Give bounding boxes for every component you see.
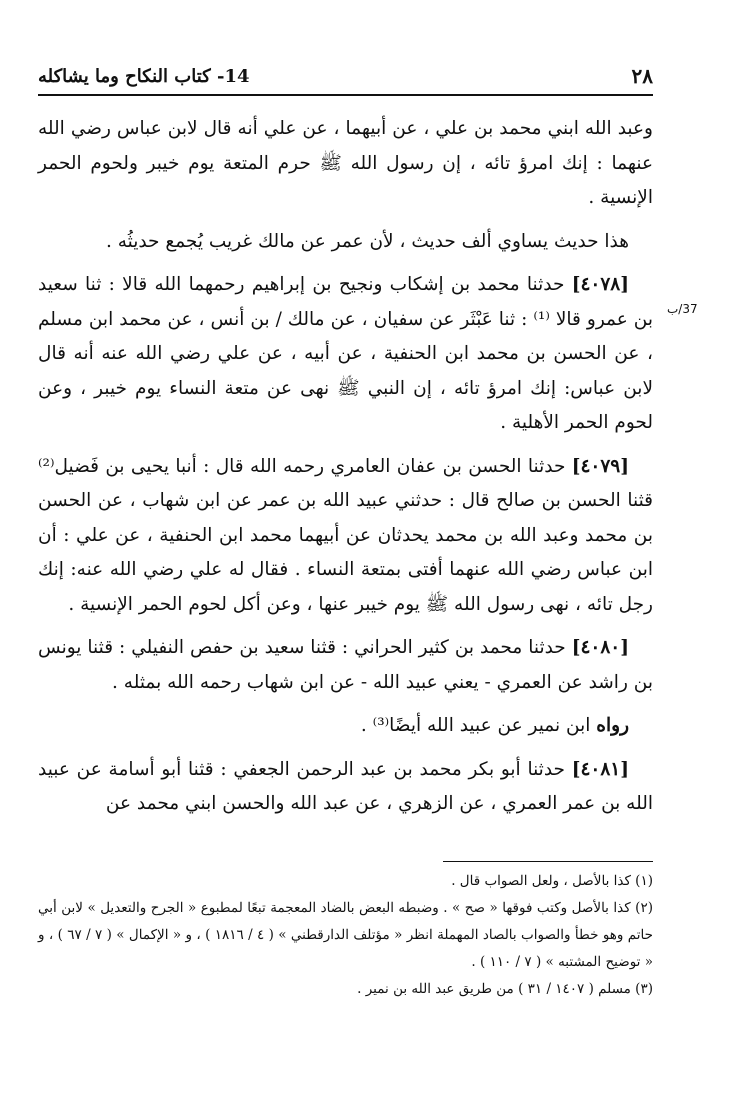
footnote-1: (١) كذا بالأصل ، ولعل الصواب قال .: [451, 873, 653, 889]
paragraph-text: حدثنا الحسن بن عفان العامري رحمه الله قال : أنبا يحيى بن فَضيل⁽²⁾ قثنا الحسن بن صالح قال : حدثني عبيد الله بن عمر عن ابن شهاب ، عن الحسن بن محمد وعبد الله بن محمد يحدثان عن أبيهما محمد ابن الحنفية ، عن علي : أن ابن عباس رضي الله عنهما أفتى بمتعة النساء . فقال له علي رضي الله عنه: إنك رجل تائه ، نهى رسول الله ﷺ يوم خيبر عنها ، وعن أكل لحوم الحمر الإنسية .: [38, 455, 653, 615]
paragraph-text: ابن نمير عن عبيد الله أيضًا⁽³⁾ .: [360, 715, 597, 736]
paragraph-1: [38, 112, 653, 216]
paragraph-2: [38, 225, 653, 260]
page-number: ٢٨: [631, 64, 653, 88]
riwaya-note: [38, 709, 653, 744]
footnote-2: (٢) كذا بالأصل وكتب فوقها « صح » . وضبطه البعض بالضاد المعجمة تبعًا لمطبوع « الجرح والتعديل » لابن أبي حاتم وهو خطأ والصواب بالصاد المهملة انظر « مؤتلف الدارقطني » ( ٤ / ١٨١٦ ) ، و « الإكمال » ( ٧ / ٦٧ ) ، و « توضيح المشتبه » ( ٧ / ١١٠ ) .: [38, 900, 653, 970]
paragraph-text: حدثنا أبو بكر محمد بن عبد الرحمن الجعفي : قثنا أبو أسامة عن عبيد الله بن عمر العمري ، عن الزهري ، عن عبد الله والحسن ابني محمد عن: [38, 758, 653, 814]
footnote-3: (٣) مسلم ( ١٤٠٧ / ٣١ ) من طريق عبد الله بن نمير .: [357, 981, 653, 997]
hadith-number: [٤٠٧٨]: [571, 274, 629, 295]
paragraph-text: هذا حديث يساوي ألف حديث ، لأن عمر عن مالك غريب يُجمع حديثُه .: [105, 230, 629, 252]
hadith-4080: [38, 631, 653, 700]
paragraph-text: وعبد الله ابني محمد بن علي ، عن أبيهما ، عن علي أنه قال لابن عباس رضي الله عنهما : إنك امرؤ تائه ، إن رسول الله ﷺ حرم المتعة يوم خيبر ولحوم الحمر الإنسية .: [38, 118, 653, 208]
hadith-number: [٤٠٧٩]: [571, 455, 629, 477]
hadith-number: [٤٠٨٠]: [571, 637, 629, 658]
hadith-4079: [38, 450, 653, 623]
paragraph-text: حدثنا محمد بن إشكاب ونجيح بن إبراهيم رحمهما الله قالا : ثنا سعيد بن عمرو قالا ⁽¹⁾ : ثنا عَبْثَر عن سفيان ، عن مالك / بن أنس ، عن محمد ابن مسلم ، عن الحسن بن محمد ابن الحنفية ، عن أبيه ، عن علي رضي الله عنه أنه قال لابن عباس: إنك امرؤ تائه ، إن النبي ﷺ نهى عن متعة النساء يوم خيبر ، وعن لحوم الحمر الأهلية .: [38, 274, 653, 433]
hadith-4078: [38, 268, 653, 441]
hadith-number: [٤٠٨١]: [571, 758, 629, 780]
riwaya-lead-word: رواه: [596, 715, 629, 736]
margin-folio-note: 37/ب: [667, 302, 698, 316]
hadith-4081: [38, 753, 653, 822]
body-text: [38, 112, 653, 831]
chapter-title: 14- كتاب النكاح وما يشاكله: [38, 65, 250, 87]
footnote-divider: [443, 861, 653, 862]
paragraph-text: حدثنا محمد بن كثير الحراني : قثنا سعيد بن حفص النفيلي : قثنا يونس بن راشد عن العمري - يعني عبيد الله - عن ابن شهاب رحمه الله بمثله .: [38, 637, 653, 693]
footnotes: [38, 868, 653, 1003]
page-header: [38, 58, 653, 96]
